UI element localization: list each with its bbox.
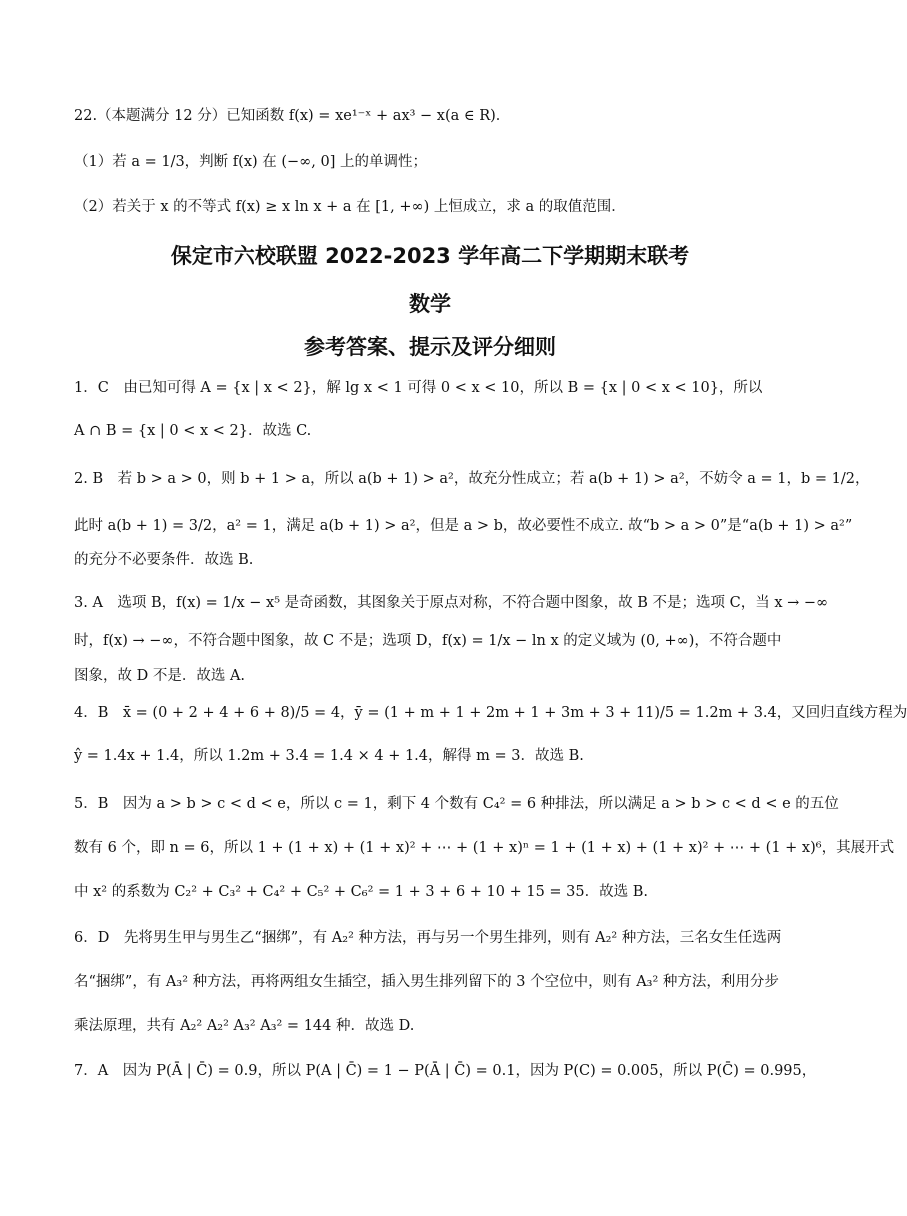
answer-line: 6．D 先将男生甲与男生乙“捆绑”，有 A₂² 种方法，再与另一个男生排列，则有 A₂² 种方法，三名女生任选两 (74, 930, 782, 946)
answer-key-subtitle: 参考答案、提示及评分细则 (304, 335, 556, 359)
answer-line: 7．A 因为 P(Ā | C̄) = 0.9，所以 P(A | C̄) = 1 − P(Ā | C̄) = 0.1，因为 P(C) = 0.005，所以 P(C̄) = 0.995， (74, 1063, 817, 1079)
subject-title: 数学 (409, 292, 451, 316)
answer-line: A ∩ B = {x | 0 < x < 2}．故选 C. (74, 423, 312, 439)
answer-line: 名“捆绑”，有 A₃² 种方法，再将两组女生插空，插入男生排列留下的 3 个空位中，则有 A₃² 种方法，利用分步 (74, 974, 779, 990)
exam-title: 保定市六校联盟 2022-2023 学年高二下学期期末联考 (170, 244, 690, 268)
answer-line: 4．B x̄ = (0 + 2 + 4 + 6 + 8)/5 = 4，ȳ = (1 + m + 1 + 2m + 1 + 3m + 3 + 11)/5 = 1.2m + 3.4，又回归直线方程为 (74, 705, 907, 721)
answer-line: 图象，故 D 不是．故选 A. (74, 668, 246, 684)
problem-22-part-1: （1）若 a = 1/3，判断 f(x) 在 (−∞, 0] 上的单调性； (74, 154, 427, 170)
answer-line: 时，f(x) → −∞，不符合题中图象，故 C 不是；选项 D，f(x) = 1/x − ln x 的定义域为 (0, +∞)，不符合题中 (74, 633, 782, 649)
answer-line: 1．C 由已知可得 A = {x | x < 2}，解 lg x < 1 可得 0 < x < 10，所以 B = {x | 0 < x < 10}，所以 (74, 380, 763, 396)
problem-22-part-2: （2）若关于 x 的不等式 f(x) ≥ x ln x + a 在 [1, +∞) 上恒成立，求 a 的取值范围． (74, 199, 626, 215)
answer-line: 数有 6 个，即 n = 6，所以 1 + (1 + x) + (1 + x)² + ⋯ + (1 + x)ⁿ = 1 + (1 + x) + (1 + x)² + ⋯ + (1 + x)⁶，其展开式 (74, 840, 895, 856)
answer-line: 的充分不必要条件．故选 B. (74, 552, 254, 568)
answer-line: 此时 a(b + 1) = 3/2，a² = 1，满足 a(b + 1) > a²，但是 a > b，故必要性不成立. 故“b > a > 0”是“a(b + 1) > a²” (74, 518, 853, 534)
problem-22-stem: 22.（本题满分 12 分）已知函数 f(x) = xe¹⁻ˣ + ax³ − x(a ∈ R)． (74, 108, 511, 124)
answer-line: 5．B 因为 a > b > c < d < e，所以 c = 1，剩下 4 个数有 C₄² = 6 种排法，所以满足 a > b > c < d < e 的五位 (74, 796, 839, 812)
answer-line: 2. B 若 b > a > 0，则 b + 1 > a，所以 a(b + 1) > a²，故充分性成立；若 a(b + 1) > a²，不妨令 a = 1，b = 1/2， (74, 471, 870, 487)
answer-line: 乘法原理，共有 A₂² A₂² A₃² A₃² = 144 种．故选 D. (74, 1018, 415, 1034)
answer-line: 3. A 选项 B，f(x) = 1/x − x⁵ 是奇函数，其图象关于原点对称，不符合题中图象，故 B 不是；选项 C，当 x → −∞ (74, 595, 829, 611)
answer-line: 中 x² 的系数为 C₂² + C₃² + C₄² + C₅² + C₆² = 1 + 3 + 6 + 10 + 15 = 35．故选 B. (74, 884, 648, 900)
answer-line: ŷ = 1.4x + 1.4，所以 1.2m + 3.4 = 1.4 × 4 + 1.4，解得 m = 3．故选 B. (74, 748, 584, 764)
